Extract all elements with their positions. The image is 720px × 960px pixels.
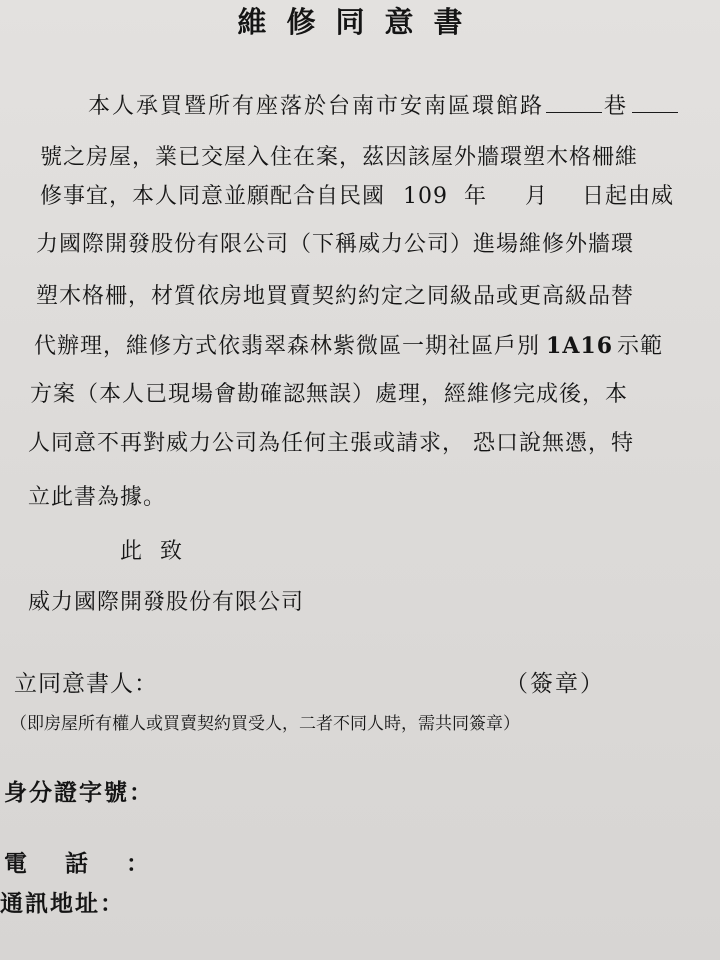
unit-number: 1A16 [546,333,614,359]
roc-year: 109 [403,184,449,209]
signer-label: 立同意書人： [14,671,158,697]
closing-salutation: 此致 [120,539,201,564]
paragraph-line-6 [34,331,663,362]
number-blank [632,94,678,113]
id-number-field: 身分證字號： [4,779,154,806]
paragraph-line-7: 方案（本人已現場會勘確認無誤）處理，經維修完成後，本 [30,382,629,407]
phone-field: 電話： [4,850,187,877]
document-title: 維修同意書 [237,5,483,39]
day-label: 日起由威 [582,184,675,209]
paragraph-line-2: 號之房屋，業已交屋入住在案，茲因該屋外牆環塑木格柵維 [40,145,639,170]
property-location-text: 本人承買暨所有座落於台南市安南區環館路 [88,94,545,119]
paragraph-line-9: 立此書為據。 [28,485,167,510]
lane-blank [546,94,602,113]
seal-label: （簽章） [505,671,605,697]
paragraph-line-3 [40,182,674,212]
paragraph-line-5: 塑木格柵，材質依房地買賣契約約定之同級品或更高級品替 [36,284,635,309]
year-label: 年 [464,184,488,209]
paragraph-line-1 [88,92,678,122]
repair-method-text: 代辦理，維修方式依翡翠森林紫微區一期社區戶別 [34,334,541,359]
month-label: 月 [525,184,549,209]
address-field: 通訊地址： [0,890,125,917]
paragraph-line-4: 力國際開發股份有限公司（下稱威力公司）進場維修外牆環 [36,232,635,257]
consent-text: 修事宜，本人同意並願配合自民國 [40,184,386,209]
paragraph-line-8: 人同意不再對威力公司為任何主張或請求， 恐口說無憑，特 [28,431,634,456]
lane-label: 巷 [604,94,629,119]
addressee-company: 威力國際開發股份有限公司 [28,590,305,615]
demo-label: 示範 [617,334,664,359]
signature-note: （即房屋所有權人或買賣契約買受人，二者不同人時，需共同簽章） [10,714,520,734]
